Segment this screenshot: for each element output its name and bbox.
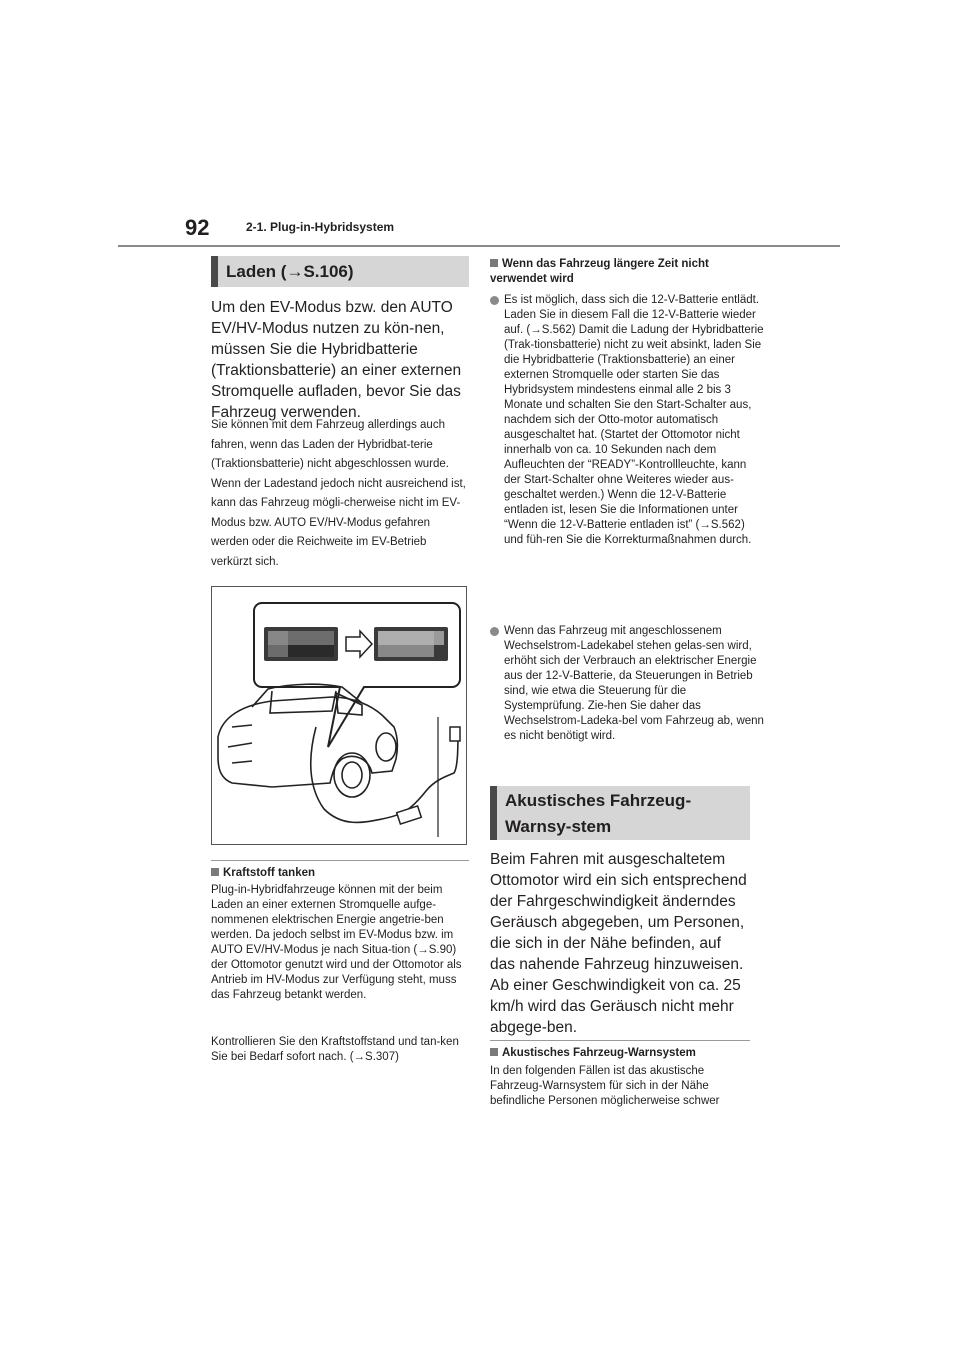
charging-control-box (397, 806, 422, 824)
akustisch-subheading (490, 1046, 750, 1061)
kraftstoff-note: Kontrollieren Sie den Kraftstoffstand und tan-ken Sie bei Bedarf sofort nach. (→S.307) (211, 1036, 459, 1063)
bullet-item (490, 293, 766, 548)
akustisch-sub-text: In den folgenden Fällen ist das akustische Fahrzeug-Warnsystem für sich in der Nähe befindliche Personen möglicherweise schwer (490, 1065, 720, 1107)
heading-akustisch: Akustisches Fahrzeug-Warnsy-stem (490, 786, 750, 840)
header-rule (118, 245, 840, 247)
wenn-title: Wenn das Fahrzeug längere Zeit nicht verwendet wird (490, 258, 709, 285)
bullet-text: Wenn das Fahrzeug mit angeschlossenem Wechselstrom-Ladekabel stehen gelas-sen wird, erhöht sich der Verbrauch an elektrischer Energie aus der 12-V-Batterie, da Steuerungen in Betrieb sind, wie etwa die Steuerung für die Systemprüfung. Zie-hen Sie daher das Wechselstrom-Ladeka-bel vom Fahrzeug ab, wenn es nicht benötigt wird. (504, 625, 764, 742)
car-icon (218, 684, 397, 797)
wall-outlet-icon (450, 727, 460, 741)
section-divider (490, 1040, 750, 1041)
bullet-item (490, 624, 766, 744)
round-bullet-icon (490, 627, 499, 636)
section-title: 2-1. Plug-in-Hybridsystem (246, 220, 395, 234)
intro-note: Sie können mit dem Fahrzeug allerdings auch fahren, wenn das Laden der Hybridbat-terie (Traktionsbatterie) nicht abgeschlossen wurde. Wenn der Ladestand jedoch nicht ausreichend ist, kann das Fahrzeug mögli-cherweise nicht im EV-Modus bzw. AUTO EV/HV-Modus gefahren werden oder die Reichweite im EV-Betrieb verkürzt sich. (211, 419, 466, 568)
square-bullet-icon (211, 868, 219, 876)
round-bullet-icon (490, 296, 499, 305)
akustisch-sub-title: Akustisches Fahrzeug-Warnsystem (502, 1047, 696, 1059)
square-bullet-icon (490, 259, 498, 267)
kraftstoff-title: Kraftstoff tanken (223, 867, 316, 879)
wenn-heading (490, 257, 752, 287)
kraftstoff-text: Plug-in-Hybridfahrzeuge können mit der beim Laden an einer externen Stromquelle aufge-nommenen elektrischen Energie angetrie-ben werden. Da jedoch selbst im EV-Modus bzw. im AUTO EV/HV-Modus je nach Situa-tion (→S.90) der Ottomotor genutzt wird und der Ottomotor als Antrieb im HV-Modus zur Verfügung steht, muss das Fahrzeug betankt werden. (211, 884, 462, 1001)
charging-illustration (211, 586, 467, 845)
page-number: 92 (185, 215, 210, 240)
car-charging-drawing (212, 587, 466, 844)
kraftstoff-heading (211, 866, 469, 881)
section-divider (211, 860, 469, 861)
bullet-text: Es ist möglich, dass sich die 12-V-Batterie entlädt. Laden Sie in diesem Fall die 12-V-Batterie wieder auf. (→S.562) Damit die Ladung der Hybridbatterie (Trak-tionsbatterie) nicht zu weit absinkt, laden Sie die Hybridbatterie (Traktionsbatterie) an einer externen Stromquelle oder starten Sie das Hybridsystem mindestens einmal alle 2 bis 3 Monate und schalten Sie den Start-Schalter aus, nachdem sich der Otto-motor automatisch ausgeschaltet hat. (Startet der Ottomotor nicht innerhalb von ca. 10 Sekunden nach dem Aufleuchten der “READY”-Kontrollleuchte, kann der Start-Schalter ohne Weiteres wieder aus-geschaltet werden.) Wenn die 12-V-Batterie entladen ist, lesen Sie die Informationen unter “Wenn die 12-V-Batterie entladen ist” (→S.562) und füh-ren Sie die Korrekturmaßnahmen durch. (504, 294, 764, 546)
akustisch-paragraph: Beim Fahren mit ausgeschaltetem Ottomotor wird ein sich entsprechend der Fahrgeschwindigkeit änderndes Geräusch abgegeben, um Personen, die sich in der Nähe befinden, auf das nahende Fahrzeug hinzuweisen. Ab einer Geschwindigkeit von ca. 25 km/h wird das Geräusch nicht mehr abgege-ben. (490, 851, 747, 1036)
square-bullet-icon (490, 1048, 498, 1056)
intro-paragraph: Um den EV-Modus bzw. den AUTO EV/HV-Modus nutzen zu kön-nen, müssen Sie die Hybridbatterie (Traktionsbatterie) an einer externen Stromquelle aufladen, bevor Sie das Fahrzeug verwenden. (211, 299, 462, 421)
heading-laden: Laden (→S.106) (211, 256, 469, 287)
